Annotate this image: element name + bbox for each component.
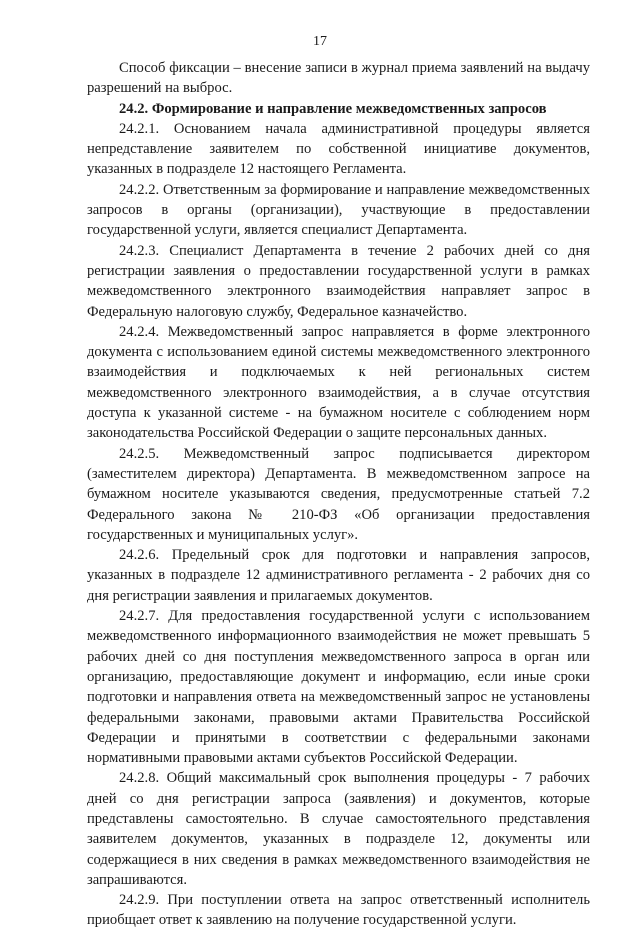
document-body [87,58,590,931]
paragraph-24-2-2: 24.2.2. Ответственным за формирование и направление межведомственных запросов в органы (организации), участвующие в предоставлении государственной услуги, является специалист Департамента. [87,181,590,239]
paragraph-fixation-method: Способ фиксации – внесение записи в журнал приема заявлений на выдачу разрешений на выброс. [87,60,590,97]
page-number: 17 [313,34,327,49]
paragraph-24-2-8: 24.2.8. Общий максимальный срок выполнения процедуры - 7 рабочих дней со дня регистрации запроса (заявления) и документов, которые представлены самостоятельно. В случае самостоятельного представления заявителем документов, указанных в подразделе 12, документы или содержащиеся в них сведения в рамках межведомственного взаимодействия не запрашиваются. [87,770,590,888]
paragraph-24-2-7: 24.2.7. Для предоставления государственной услуги с использованием межведомственного информационного взаимодействия не может превышать 5 рабочих дней со дня поступления межведомственного запроса в орган или организацию, предоставляющие документ и информацию, если иные сроки подготовки и направления ответа на межведомственный запрос не установлены федеральными законами, правовыми актами Правительства Российской Федерации и принятыми в соответствии с федеральными законами нормативными правовыми актами субъектов Российской Федерации. [87,608,590,767]
paragraph-24-2-4: 24.2.4. Межведомственный запрос направляется в форме электронного документа с использованием единой системы межведомственного электронного взаимодействия и подключаемых к ней региональных систем межведомственного электронного взаимодействия, а в случае отсутствия доступа к указанной системе - на бумажном носителе с соблюдением норм законодательства Российской Федерации о защите персональных данных. [87,323,590,442]
paragraph-24-2-5: 24.2.5. Межведомственный запрос подписывается директором (заместителем директора) Департамента. В межведомственном запросе на бумажном носителе указываются сведения, предусмотренные статьей 7.2 Федерального закона № 210-ФЗ «Об организации предоставления государственных и муниципальных услуг». [87,445,590,543]
paragraph-24-2-3: 24.2.3. Специалист Департамента в течение 2 рабочих дней со дня регистрации заявления о предоставлении государственной услуги в рамках межведомственного электронного взаимодействия направляет запрос в Федеральную налоговую службу, Федеральное казначейство. [87,242,590,320]
section-heading-24-2: 24.2. Формирование и направление межведомственных запросов [119,100,547,117]
paragraph-24-2-6: 24.2.6. Предельный срок для подготовки и направления запросов, указанных в подразделе 12 административного регламента - 2 рабочих дня со дня регистрации заявления и прилагаемых документов. [87,547,590,604]
paragraph-24-2-9: 24.2.9. При поступлении ответа на запрос ответственный исполнитель приобщает ответ к заявлению на получение государственной услуги. [87,892,590,929]
paragraph-24-2-1: 24.2.1. Основанием начала административной процедуры является непредставление заявителем по собственной инициативе документов, указанных в подразделе 12 настоящего Регламента. [87,120,590,178]
